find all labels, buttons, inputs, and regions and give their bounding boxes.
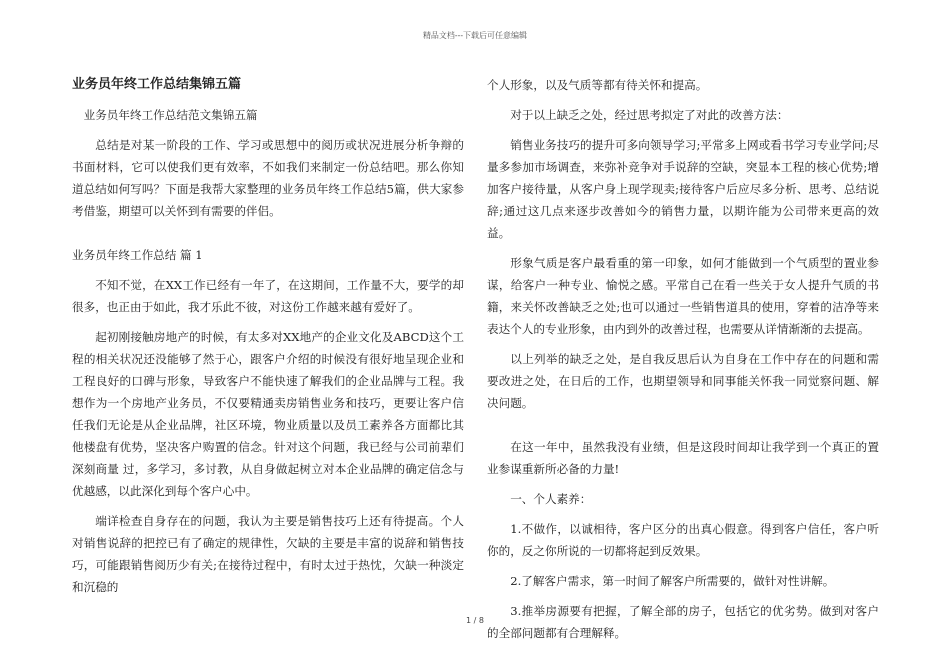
right-column [487, 74, 879, 652]
paragraph: 形象气质是客户最看重的第一印象，如何才能做到一个气质型的置业参谋，给客户一种专业、愉悦之感。平常自己在看一些关于女人提升气质的书籍，来关怀改善缺乏之处;也可以通过一些销售道具的使用，穿着的洁净等来表达个人的专业形象，由内到外的改善过程，也需要从详情渐渐的去提高。 [487, 256, 879, 336]
paragraph: 以上列举的缺乏之处，是自我反思后认为自身在工作中存在的问题和需要改进之处，在日后的工作，也期望领导和同事能关怀我一同觉察问题、解决问题。 [487, 352, 879, 410]
document-title: 业务员年终工作总结集锦五篇 [72, 77, 242, 92]
paragraph: 对于以上缺乏之处，经过思考拟定了对此的改善方法： [510, 108, 789, 122]
paragraph: 个人形象，以及气质等都有待关怀和提高。 [487, 78, 708, 92]
section-heading: 业务员年终工作总结 篇 1 [72, 248, 203, 262]
paragraph: 在这一年中，虽然我没有业绩，但是这段时间却让我学到一个真正的置业参谋重新所必备的力量! [487, 440, 879, 476]
page-number: 1 / 8 [466, 616, 484, 625]
paragraph: 起初刚接触房地产的时候，有太多对XX地产的企业文化及ABCD这个工程的相关状况还没能够了然于心，跟客户介绍的时候没有很好地呈现企业和工程良好的口碑与形象，导致客户不能快速了解我们的企业品牌与工程。我想作为一个房地产业务员，不仅要精通卖房销售业务和技巧，更要让客户信任我们无论是从企业品牌，社区环境，物业质量以及员工素养各方面都比其他楼盘有优势，坚决客户购置的信念。针对这个问题，我已经与公司前辈们深刻商量 过，多学习，多讨教，从自身做起树立对本企业品牌的确定信念与优越感，以此深化到每个客户心中。 [72, 330, 464, 498]
list-item: 1.不做作，以诚相待，客户区分的出真心假意。得到客户信任，客户听你的，反之你所说的一切都将起到反效果。 [487, 522, 879, 558]
intro-paragraph: 总结是对某一阶段的工作、学习或思想中的阅历或状况进展分析争辩的书面材料，它可以使我们更有效率，不如我们来制定一份总结吧。那么你知道总结如何写吗？下面是我帮大家整理的业务员年终工作总结5篇，供大家参考借鉴，期望可以关怀到有需要的伴侣。 [72, 138, 464, 218]
document-subtitle: 业务员年终工作总结范文集锦五篇 [83, 108, 258, 122]
list-item: 2.了解客户需求，第一时间了解客户所需要的，做针对性讲解。 [510, 574, 835, 588]
paragraph: 销售业务技巧的提升可多向领导学习;平常多上网或看书学习专业学问;尽量多参加市场调查，来弥补竞争对手说辞的空缺，突显本工程的核心优势;增加客户接待量，从客户身上现学现卖;接待客户后应尽多分析、思考、总结说辞;通过这几点来逐步改善如今的销售力量，以期许能为公司带来更高的效益。 [487, 138, 879, 240]
paragraph: 不知不觉，在XX工作已经有一年了，在这期间，工作量不大，要学的却很多，也正由于如此，我才乐此不彼，对这份工作越来越有爱好了。 [72, 278, 464, 314]
left-column [72, 74, 464, 606]
list-item: 3.推举房源要有把握，了解全部的房子，包括它的优劣势。做到对客户的全部问题都有合理解释。 [487, 604, 879, 640]
page-header: 精品文档---下载后可任意编辑 [422, 31, 528, 40]
list-heading: 一、个人素养： [510, 492, 592, 506]
paragraph: 端详检查自身存在的问题，我认为主要是销售技巧上还有待提高。个人对销售说辞的把控已有了确定的规律性，欠缺的主要是丰富的说辞和销售技巧，可能跟销售阅历少有关;在接待过程中，有时太过于热忱，欠缺一种淡定和沉稳的 [72, 514, 464, 594]
